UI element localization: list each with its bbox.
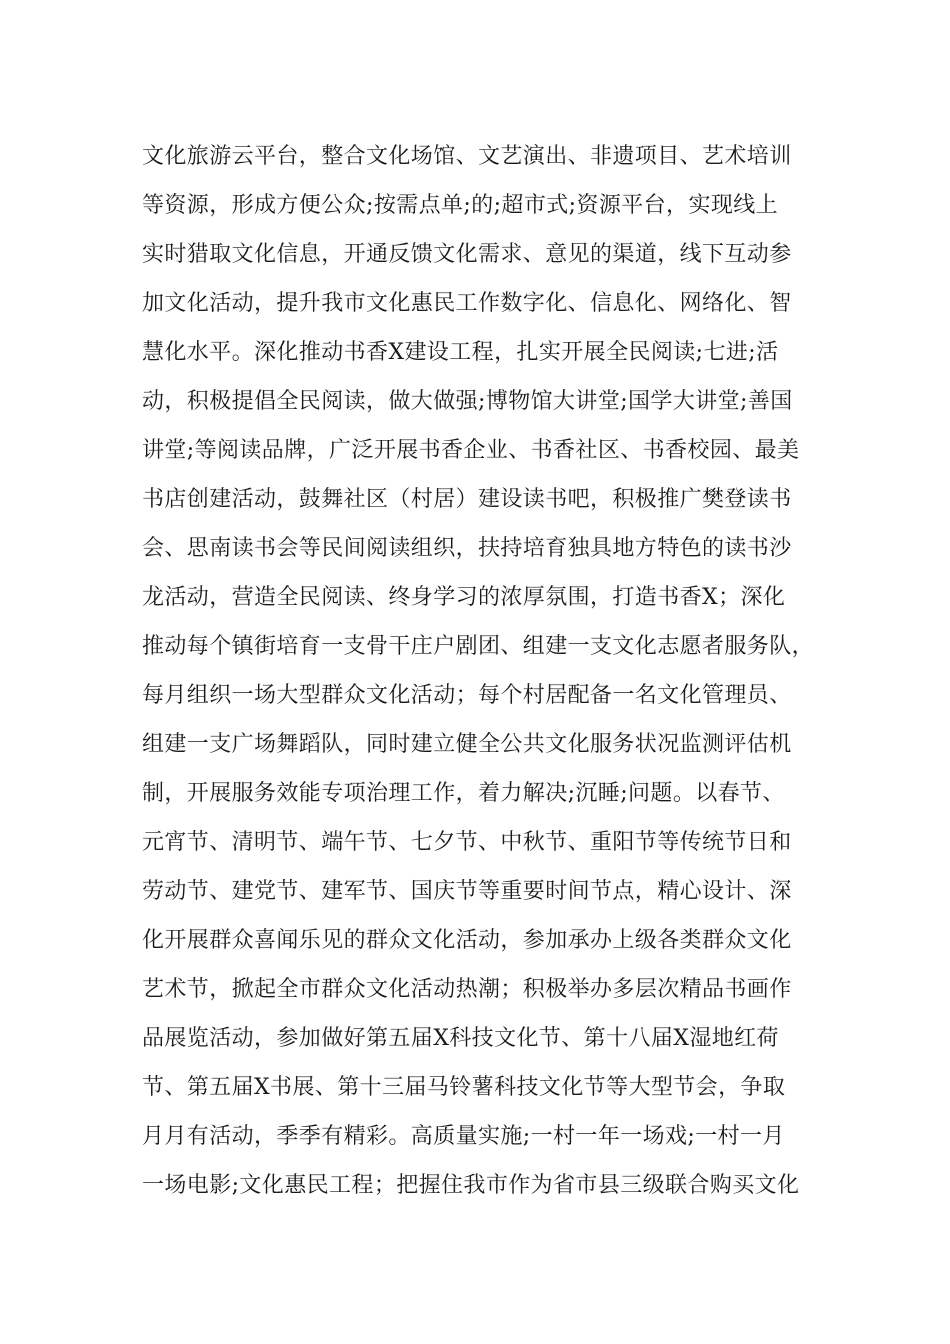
- text-line: 书店创建活动，鼓舞社区（村居）建设读书吧，积极推广樊登读书: [142, 487, 792, 512]
- text-line: 艺术节，掀起全市群众文化活动热潮；积极举办多层次精品书画作: [142, 977, 792, 1002]
- text-line: 慧化水平。深化推动书香X建设工程，扎实开展全民阅读;七进;活: [142, 340, 779, 365]
- text-line: 制，开展服务效能专项治理工作，着力解决;沉睡;问题。以春节、: [142, 781, 785, 806]
- text-line: 月月有活动，季季有精彩。高质量实施;一村一年一场戏;一村一月: [142, 1124, 785, 1149]
- text-line: 推动每个镇街培育一支骨干庄户剧团、组建一支文化志愿者服务队，: [142, 634, 815, 659]
- text-line: 龙活动，营造全民阅读、终身学习的浓厚氛围，打造书香X；深化: [142, 585, 786, 610]
- text-line: 化开展群众喜闻乐见的群众文化活动，参加承办上级各类群众文化: [142, 928, 792, 953]
- text-line: 一场电影;文化惠民工程；把握住我市作为省市县三级联合购买文化: [142, 1173, 800, 1198]
- text-line: 劳动节、建党节、建军节、国庆节等重要时间节点，精心设计、深: [142, 879, 792, 904]
- text-line: 品展览活动，参加做好第五届X科技文化节、第十八届X湿地红荷: [142, 1026, 779, 1051]
- text-line: 节、第五届X书展、第十三届马铃薯科技文化节等大型节会，争取: [142, 1075, 786, 1100]
- text-line: 等资源，形成方便公众;按需点单;的;超市式;资源平台，实现线上: [142, 193, 779, 218]
- text-line: 加文化活动，提升我市文化惠民工作数字化、信息化、网络化、智: [142, 291, 792, 316]
- text-line: 会、思南读书会等民间阅读组织，扶持培育独具地方特色的读书沙: [142, 536, 792, 561]
- text-line: 每月组织一场大型群众文化活动；每个村居配备一名文化管理员、: [142, 683, 792, 708]
- text-line: 元宵节、清明节、端午节、七夕节、中秋节、重阳节等传统节日和: [142, 830, 792, 855]
- text-line: 讲堂;等阅读品牌，广泛开展书香企业、书香社区、书香校园、最美: [142, 438, 800, 463]
- text-line: 文化旅游云平台，整合文化场馆、文艺演出、非遗项目、艺术培训: [142, 144, 792, 169]
- text-line: 组建一支广场舞蹈队，同时建立健全公共文化服务状况监测评估机: [142, 732, 792, 757]
- text-line: 动，积极提倡全民阅读，做大做强;博物馆大讲堂;国学大讲堂;善国: [142, 389, 793, 414]
- text-line: 实时猎取文化信息，开通反馈文化需求、意见的渠道，线下互动参: [142, 242, 792, 267]
- body-text: [142, 132, 822, 1210]
